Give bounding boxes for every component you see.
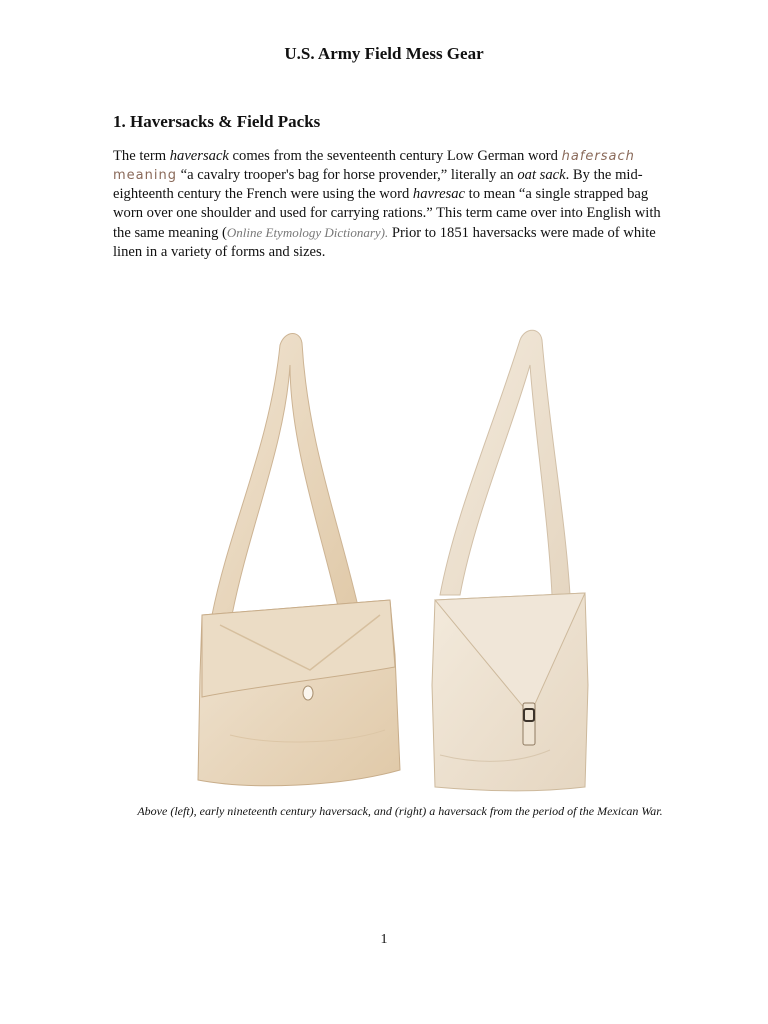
photo-caption: Above (left), early nineteenth century haversack, and (right) a haversack from the period of the Mexican War. xyxy=(137,804,663,818)
right-haversack xyxy=(432,330,588,791)
term-oat-sack: oat sack xyxy=(517,167,566,183)
haversacks-photo xyxy=(190,325,590,795)
body-paragraph: The term haversack comes from the seventeenth century Low German word hafersach meaning “a cavalry trooper's bag for horse provender,” literally an oat sack. By the mid-eighteenth century the French were using the word havresac to mean “a single strapped bag worn over one shoulder and used for carrying rations.” This term came over into English with the same meaning (Online Etymology Dictionary). Prior to 1851 haversacks were made of white linen in a variety of forms and sizes. xyxy=(113,148,661,260)
word-meaning: meaning xyxy=(113,168,177,183)
term-haversack: haversack xyxy=(169,148,229,164)
page-number: 1 xyxy=(380,932,388,947)
term-hafersach: hafersach xyxy=(561,149,635,164)
document-title: U.S. Army Field Mess Gear xyxy=(284,44,484,63)
section-heading: 1. Haversacks & Field Packs xyxy=(113,112,321,131)
left-haversack xyxy=(198,333,400,785)
source-citation: Online Etymology Dictionary). xyxy=(226,225,389,240)
term-havresac: havresac xyxy=(412,186,466,202)
